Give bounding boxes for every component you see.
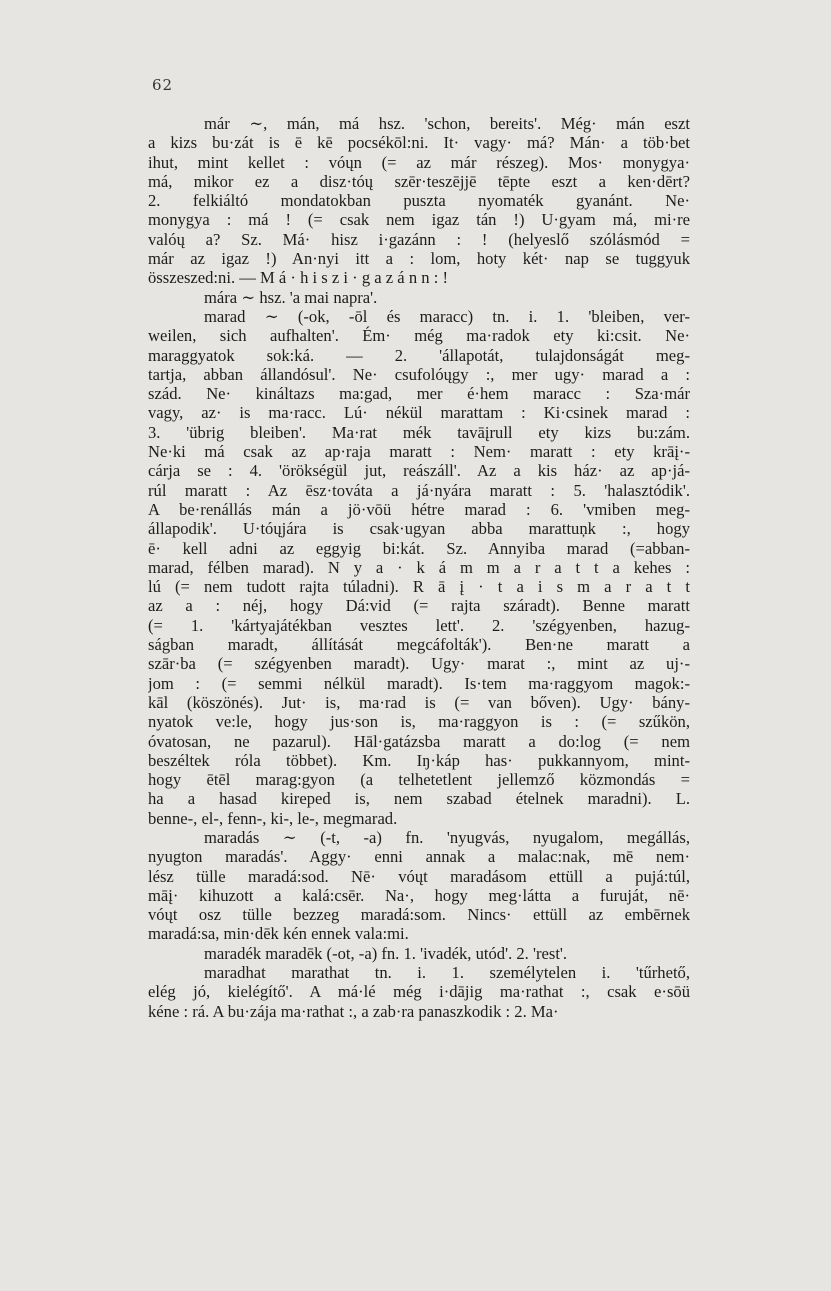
text-line: lész tülle maradá:sod. Nē· vóųt maradásom ettüll a pujá:túl, — [148, 866, 690, 886]
text-line: ē· kell adni az eggyig bi:kát. Sz. Annyiba marad (=abban- — [148, 538, 690, 558]
text-line: ha a hasad kireped is, nem szabad ételnek maradni). L. — [148, 789, 690, 809]
text-line: 2. felkiáltó mondatokban puszta nyomaték gyanánt. Ne· — [148, 191, 690, 211]
text-line: lú (= nem tudott rajta túladni). R ā į · t a i s m a r a t t — [148, 577, 690, 597]
text-line: monygya : má ! (= csak nem igaz tán !) U·gyam má, mi·re — [148, 210, 690, 230]
text-line: maraggyatok sok:ká. — 2. 'állapotát, tulajdonságát meg- — [148, 345, 690, 365]
text-line: cárja se : 4. 'örökségül jut, reászáll'. Az a kis ház· az ap·já- — [148, 461, 690, 481]
text-line: óvatosan, ne pazarul). Hāl·gatázsba maratt a do:log (= nem — [148, 731, 690, 751]
text-line: szār·ba (= szégyenben maradt). Ugy· marat :, mint az uj·- — [148, 654, 690, 674]
text-line: kéne : rá. A bu·zája ma·rathat :, a zab·ra panaszkodik : 2. Ma· — [148, 1001, 559, 1021]
dictionary-entries — [148, 114, 690, 1021]
text-line: szád. Ne· kináltazs ma:gad, mer é·hem maracc : Sza·már — [148, 384, 690, 404]
text-line: benne-, el-, fenn-, ki-, le-, megmarad. — [148, 808, 398, 828]
text-line: ságban maradt, állítását megcáfolták'). Ben·ne maratt a — [148, 635, 690, 655]
text-line: A be·renállás mán a jö·vōü hétre marad : 6. 'vmiben meg- — [148, 499, 690, 519]
page-number: 62 — [152, 76, 174, 94]
text-line: összeszed:ni. — M á · h i s z i · g a z á n n : ! — [148, 268, 448, 288]
text-line: már az igaz !) An·nyi itt a : lom, hoty két· nap se tuggyuk — [148, 249, 690, 269]
text-line: beszéltek róla többet). Km. Iŋ·káp has· pukkannyom, mint- — [148, 750, 690, 770]
text-line: állapodik'. U·tóųjára is csak·ugyan abba marattuņk :, hogy — [148, 519, 690, 539]
text-line: nyatok ve:le, hogy jus·son is, ma·raggyon is : (= szűkön, — [148, 712, 690, 732]
text-line: jom : (= semmi nélkül maradt). Is·tem ma·raggyom magok:- — [148, 673, 690, 693]
text-line: (= 1. 'kártyajátékban vesztes lett'. 2. 'szégyenben, hazug- — [148, 615, 690, 635]
text-line: vagy, az· is ma·racc. Lú· nékül marattam : Ki·csinek marad : — [148, 403, 690, 423]
text-line: kāl (köszönés). Jut· is, ma·rad is (= van bőven). Ugy· bány- — [148, 692, 690, 712]
text-line: maradá:sa, min·dēk kén ennek vala:mi. — [148, 924, 409, 944]
text-line: nyugton maradás'. Aggy· enni annak a malac:nak, mē nem· — [148, 847, 690, 867]
text-line: az a : néj, hogy Dá:vid (= rajta száradt). Benne maratt — [148, 596, 690, 616]
text-line: elég jó, kielégítő'. A má·lé még i·dājig ma·rathat :, csak e·sōü — [148, 982, 690, 1002]
text-line: maradás ∼ (-t, -a) fn. 'nyugvás, nyugalom, megállás, — [204, 827, 690, 847]
text-line: Ne·ki má csak az ap·raja maratt : Nem· maratt : ety krāį·- — [148, 442, 690, 462]
text-line: valóų a? Sz. Má· hisz i·gazánn : ! (helyeslő szólásmód = — [148, 229, 690, 249]
text-line: vóųt osz tülle bezzeg maradá:som. Nincs· ettüll az embērnek — [148, 905, 690, 925]
text-line: maradék maradēk (-ot, -a) fn. 1. 'ivadék, utód'. 2. 'rest'. — [204, 943, 568, 963]
text-line: marad, félben marad). N y a · k á m m a r a t t a kehes : — [148, 557, 690, 577]
text-line: má, mikor ez a disz·tóų szēr·teszējjē tēpte eszt a ken·dērt? — [148, 171, 690, 191]
text-line: hogy ētēl marag:gyon (a telhetetlent jellemző közmondás = — [148, 770, 690, 790]
text-line: már ∼, mán, má hsz. 'schon, bereits'. Még· mán eszt — [204, 114, 690, 133]
text-line: 3. 'übrig bleiben'. Ma·rat mék tavāįrull ety kizs bu:zám. — [148, 422, 690, 442]
text-line: ihut, mint kellet : vóųn (= az már részeg). Mos· monygya· — [148, 152, 690, 172]
text-line: marad ∼ (-ok, -ōl és maracc) tn. i. 1. 'bleiben, ver- — [204, 306, 690, 326]
text-line: mára ∼ hsz. 'a mai napra'. — [204, 287, 378, 307]
text-line: māį· kihuzott a kalá:csēr. Na·, hogy meg·látta a furuját, nē· — [148, 885, 690, 905]
text-line: rúl maratt : Az ēsz·továta a já·nyára maratt : 5. 'halasztódik'. — [148, 480, 690, 500]
text-line: tartja, abban állandósul'. Ne· csufolóųgy :, mer ugy· marad a : — [148, 364, 690, 384]
text-line: maradhat marathat tn. i. 1. személytelen i. 'tűrhető, — [204, 963, 690, 983]
text-line: a kizs bu·zát is ē kē pocsékōl:ni. It· vagy· má? Mán· a töb·bet — [148, 133, 690, 153]
text-line: weilen, sich aufhalten'. Ém· még ma·radok ety ki:csit. Ne· — [148, 326, 690, 346]
